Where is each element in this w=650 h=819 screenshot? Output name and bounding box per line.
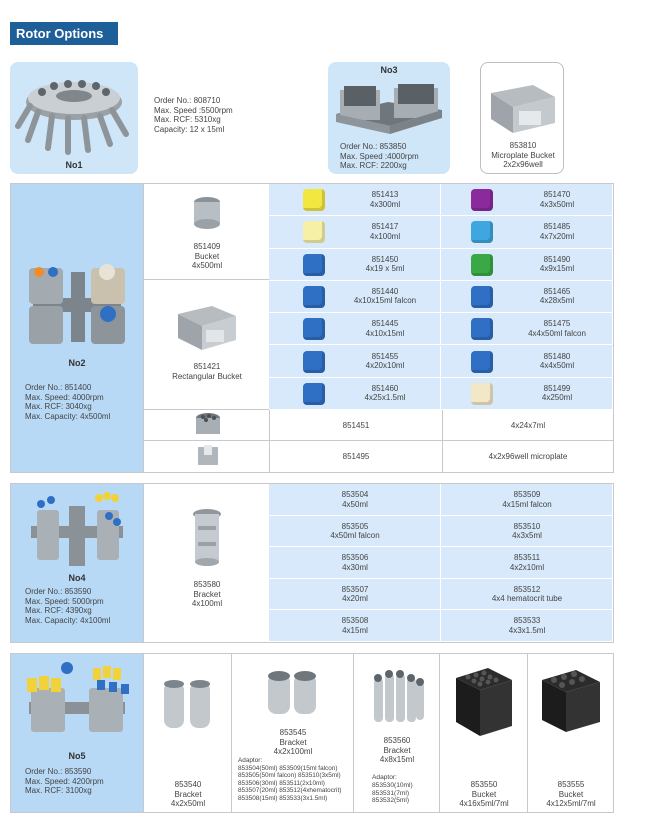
no4-rcf: Max. RCF: 4390xg (25, 606, 92, 615)
no4-adaptor-code: 853507 (341, 584, 369, 594)
c2-name: Bracket (279, 737, 307, 747)
no4-adaptor-code: 853512 (513, 584, 541, 594)
adaptor-icon (303, 383, 325, 405)
no2-rcf: Max. RCF: 3040xg (25, 402, 92, 411)
row1-spec: 4x24x7ml (510, 421, 546, 430)
rotor-no2-section (10, 183, 614, 473)
adaptor-spec: 4x28x5ml (539, 296, 575, 306)
adaptor-code: 851440 (371, 286, 399, 296)
row2-spec: 4x2x96well microplate (488, 452, 568, 461)
no3-rcf: Max. RCF: 2200xg (340, 161, 407, 170)
no5-col-853545 (231, 654, 353, 812)
adaptor-cell (269, 378, 441, 410)
no4-adaptor-text (269, 553, 441, 572)
c1-spec: 4x2x50ml (170, 799, 206, 808)
no4-adaptor-spec: 4x15ml (342, 625, 368, 635)
adaptor-cell (441, 313, 613, 345)
adaptor-cell (441, 249, 613, 281)
adaptor-spec: 4x7x20ml (539, 231, 575, 241)
adaptor-text (329, 287, 441, 306)
c3-adaptor-line: 853530(10ml) (372, 781, 413, 789)
c2-spec: 4x2x100ml (273, 747, 313, 756)
no3-order: Order No.: 853850 (340, 142, 407, 151)
adaptor-code: 851485 (543, 222, 571, 232)
no4-adaptor-spec: 4x30ml (342, 562, 368, 572)
no2-rotor-cell (11, 184, 143, 472)
no2-speed: Max. Speed: 4000rpm (25, 392, 104, 402)
no4-order: Order No.: 853590 (25, 587, 92, 596)
adaptor-cell (441, 184, 613, 216)
adaptor-spec: 4x25x1.5ml (364, 393, 406, 403)
no4-adaptor-spec: 4x15ml falcon (502, 499, 552, 509)
no4-bracket-text (144, 580, 270, 609)
no2-row2-image-cell (143, 441, 269, 472)
no4-adaptor-code: 853510 (513, 521, 541, 531)
c2-adaptor-line: 853508(15ml) 853533(3x1.5ml) (238, 794, 328, 802)
c4-text (440, 780, 528, 809)
adaptor-text (329, 352, 441, 371)
rect-bucket-name: Rectangular Bucket (172, 371, 242, 381)
no5-order: Order No.: 853590 (25, 767, 92, 776)
adaptor-icon (471, 221, 493, 243)
no4-bracket-spec: 4x100ml (191, 599, 223, 608)
no2-row2 (269, 441, 613, 472)
no4-adaptor-text (441, 553, 613, 572)
no5-col-853555 (527, 654, 613, 812)
no4-adaptor-cell (269, 610, 441, 642)
no5-speed: Max. Speed: 4200rpm (25, 776, 104, 786)
rotor-no5-specs (25, 767, 143, 796)
adaptor-icon (303, 189, 325, 211)
adaptor-spec: 4x300ml (369, 199, 401, 209)
c1-code: 853540 (174, 780, 202, 789)
adaptor-cell (269, 216, 441, 248)
adaptor-icon (303, 351, 325, 373)
c3-spec: 4x8x15ml (379, 755, 415, 764)
adaptor-text (501, 319, 613, 338)
no5-col-853560 (353, 654, 439, 812)
no4-capacity: Max. Capacity: 4x100ml (25, 615, 111, 625)
adaptor-spec: 4x4x50ml falcon (528, 328, 586, 338)
c2-adaptor-line: 853506(30ml) 853511(2x10ml) (238, 779, 325, 787)
adaptor-spec: 4x100ml (369, 231, 401, 241)
rotor-no2-label: No2 (68, 358, 86, 368)
adaptor-code: 851480 (543, 351, 571, 361)
adaptor-icon (471, 286, 493, 308)
no2-bucket-cell (143, 184, 269, 280)
no4-adaptor-spec: 4x50ml falcon (330, 531, 380, 541)
no4-adaptor-spec: 4x50ml (342, 499, 368, 509)
no4-adaptor-code: 853509 (513, 490, 541, 499)
no4-adaptor-text (441, 522, 613, 541)
adaptor-text (329, 384, 441, 403)
c3-adaptor-line: 853531(7ml) (372, 789, 410, 797)
adaptor-code: 851475 (543, 319, 571, 329)
adaptor-icon (471, 383, 493, 405)
adaptor-icon (303, 286, 325, 308)
adaptor-text (501, 384, 613, 403)
bucket-name: Bucket (194, 251, 220, 261)
no4-adaptor-cell (269, 516, 441, 548)
no4-adaptor-code: 853504 (341, 490, 369, 499)
no2-adaptor-grid (269, 184, 613, 410)
no4-bracket-name: Bracket (193, 589, 221, 599)
adaptor-cell (441, 378, 613, 410)
c2-text (232, 728, 354, 757)
c3-adaptor-line: 853532(5ml) (372, 797, 410, 805)
no2-row1 (269, 410, 613, 441)
rotor-no4-label: No4 (68, 573, 86, 583)
adaptor-code: 851445 (371, 319, 399, 329)
no4-adaptor-cell (269, 547, 441, 579)
no5-rcf: Max. RCF: 3100xg (25, 786, 92, 795)
adaptor-code: 851499 (543, 383, 571, 393)
c2-adaptor-list (238, 757, 354, 803)
c2-adaptor-line: 853504(50ml) 853509(15ml falcon) (238, 764, 338, 772)
rotor-no1-specs (154, 96, 314, 134)
adaptor-spec: 4x9x15ml (539, 264, 575, 274)
no4-adaptor-text (441, 585, 613, 604)
tube-adaptor-image (194, 412, 222, 438)
no4-adaptor-cell (441, 484, 613, 516)
adaptor-code: 851465 (543, 286, 571, 296)
microplate-name: Microplate Bucket (491, 150, 555, 160)
multi-tube-bracket-image (368, 664, 428, 730)
c4-name: Bucket (471, 789, 497, 799)
c4-code: 853550 (470, 780, 498, 789)
c3-name: Bracket (383, 745, 411, 755)
no3-speed: Max. Speed :4000rpm (340, 151, 419, 161)
adaptor-icon (471, 318, 493, 340)
plate-rotor-image (328, 74, 450, 144)
no2-rect-bucket-text (144, 362, 270, 381)
rotor-no5-section (10, 653, 614, 813)
microplate-bucket-image (481, 71, 565, 141)
adaptor-icon (303, 318, 325, 340)
bracket-image (190, 508, 224, 568)
adaptor-text (501, 190, 613, 209)
adaptor-spec: 4x19 x 5ml (365, 264, 405, 274)
rotor-no3-specs (340, 142, 450, 171)
adaptor-code: 851490 (543, 254, 571, 264)
adaptor-icon (303, 221, 325, 243)
adaptor-code: 851455 (371, 351, 399, 361)
microplate-bucket-text (481, 141, 565, 170)
no1-rcf: Max. RCF: 5310xg (154, 115, 221, 124)
bucket-code: 851409 (193, 242, 221, 251)
no4-adaptor-spec: 4x2x10ml (509, 562, 545, 572)
no4-adaptor-spec: 4x3x5ml (512, 531, 542, 541)
no4-rotor-cell (11, 484, 143, 642)
no1-order: Order No.: 808710 (154, 96, 221, 105)
section-title: Rotor Options (10, 22, 118, 45)
c5-text (528, 780, 614, 809)
adaptor-text (501, 352, 613, 371)
adaptor-spec: 4x20x10ml (365, 361, 405, 370)
c5-name: Bucket (558, 789, 584, 799)
no4-adaptor-code: 853511 (513, 553, 541, 563)
adaptor-icon (303, 254, 325, 276)
rectangular-bucket-image (172, 300, 242, 354)
angle-rotor-image (10, 62, 138, 162)
c3-adaptor-label: Adaptor: (372, 774, 397, 781)
rotor-no2-specs (25, 383, 143, 421)
c1-name: Bracket (174, 789, 202, 799)
adaptor-code: 851470 (543, 190, 571, 199)
rotor-no1-label: No1 (65, 160, 83, 170)
no4-speed: Max. Speed: 5000rpm (25, 596, 104, 606)
no2-row1-image-cell (143, 410, 269, 441)
bracket-rotor-image (11, 486, 143, 572)
no4-adaptor-cell (269, 484, 441, 516)
no4-adaptor-cell (441, 579, 613, 611)
row1-code: 851451 (342, 421, 370, 430)
adaptor-code: 851450 (371, 254, 399, 264)
adaptor-cell (269, 313, 441, 345)
rotor-no4-specs (25, 587, 143, 625)
adaptor-cell (441, 281, 613, 313)
adaptor-cell (269, 281, 441, 313)
no4-adaptor-code: 853508 (341, 616, 369, 626)
c3-code: 853560 (383, 736, 411, 745)
no5-rotor-cell (11, 654, 143, 812)
rect-bucket-code: 851421 (193, 362, 221, 371)
no2-bucket-text (144, 242, 270, 271)
c5-code: 853555 (557, 780, 585, 789)
adaptor-cell (441, 346, 613, 378)
no4-adaptor-cell (269, 579, 441, 611)
no4-adaptor-text (269, 585, 441, 604)
rotor-no3-label: No3 (380, 65, 398, 75)
c3-adaptor-list (372, 774, 440, 805)
no5-col-853540 (143, 654, 231, 812)
adaptor-text (501, 287, 613, 306)
no1-speed: Max. Speed :5500rpm (154, 105, 233, 115)
rotor-no5-label: No5 (68, 751, 86, 761)
no4-adaptor-code: 853533 (513, 616, 541, 626)
c5-spec: 4x12x5ml/7ml (546, 799, 596, 808)
adaptor-code: 851417 (371, 222, 399, 232)
adaptor-text (501, 222, 613, 241)
microplate-adaptor-image (194, 443, 222, 469)
no4-adaptor-code: 853506 (341, 553, 369, 563)
microplate-code: 853810 (509, 141, 537, 150)
c2-adaptor-line: 853505(50ml falcon) 853510(3x5ml) (238, 772, 341, 780)
double-bracket-large-image (262, 664, 322, 720)
c3-text (354, 736, 440, 765)
no4-adaptor-code: 853505 (341, 521, 369, 531)
no4-bracket-code: 853580 (193, 580, 221, 589)
rotor-no1-panel (10, 62, 138, 174)
microplate-spec: 2x2x96well (503, 160, 543, 169)
no1-capacity: Capacity: 12 x 15ml (154, 124, 225, 134)
no4-adaptor-spec: 4x3x1.5ml (508, 625, 546, 635)
row2-code: 851495 (342, 452, 370, 461)
no4-adaptor-cell (441, 547, 613, 579)
no4-adaptor-text (269, 490, 441, 509)
no4-adaptor-text (269, 522, 441, 541)
swing-rotor-image (11, 262, 143, 352)
c2-adaptor-line: 853507(20ml) 853512(4xhematocrit) (238, 787, 342, 795)
no4-adaptor-cell (441, 516, 613, 548)
adaptor-text (329, 319, 441, 338)
adaptor-code: 851460 (371, 383, 399, 393)
adaptor-icon (471, 189, 493, 211)
no4-adaptor-text (441, 490, 613, 509)
adaptor-code: 851413 (371, 190, 399, 199)
adaptor-spec: 4x4x50ml (539, 361, 575, 370)
no4-bracket-cell (143, 484, 269, 642)
adaptor-text (329, 255, 441, 274)
bracket-rotor-no5-image (11, 658, 143, 744)
adaptor-spec: 4x3x50ml (539, 199, 575, 209)
c2-code: 853545 (279, 728, 307, 737)
adaptor-text (329, 190, 441, 209)
no4-adaptor-text (269, 616, 441, 635)
bucket-spec: 4x500ml (191, 261, 223, 270)
no4-adaptor-text (441, 616, 613, 635)
adaptor-cell (269, 249, 441, 281)
rotor-no4-section (10, 483, 614, 643)
no4-adaptor-spec: 4x4 hematocrit tube (491, 594, 563, 604)
adaptor-icon (471, 351, 493, 373)
black-bucket-16-image (448, 660, 518, 740)
adaptor-text (501, 255, 613, 274)
adaptor-text (329, 222, 441, 241)
microplate-bucket-card (480, 62, 564, 174)
c4-spec: 4x16x5ml/7ml (459, 799, 509, 808)
adaptor-cell (441, 216, 613, 248)
no4-adaptor-spec: 4x20ml (342, 594, 368, 604)
adaptor-spec: 4x250ml (541, 393, 573, 403)
no5-col-853550 (439, 654, 527, 812)
adaptor-spec: 4x10x15ml (365, 328, 405, 338)
no2-capacity: Max. Capacity: 4x500ml (25, 411, 111, 421)
adaptor-icon (471, 254, 493, 276)
double-bracket-image (158, 674, 218, 734)
c2-adaptor-label: Adaptor: (238, 757, 263, 764)
no4-adaptor-grid (269, 484, 613, 642)
no4-adaptor-cell (441, 610, 613, 642)
no2-rect-bucket-cell (143, 280, 269, 410)
adaptor-spec: 4x10x15ml falcon (353, 296, 417, 306)
black-bucket-12-image (536, 660, 606, 740)
adaptor-cell (269, 184, 441, 216)
rotor-no3-panel (328, 62, 450, 174)
no2-order: Order No.: 851400 (25, 383, 92, 392)
adaptor-cell (269, 346, 441, 378)
bucket-image (192, 196, 222, 230)
c1-text (144, 780, 232, 809)
